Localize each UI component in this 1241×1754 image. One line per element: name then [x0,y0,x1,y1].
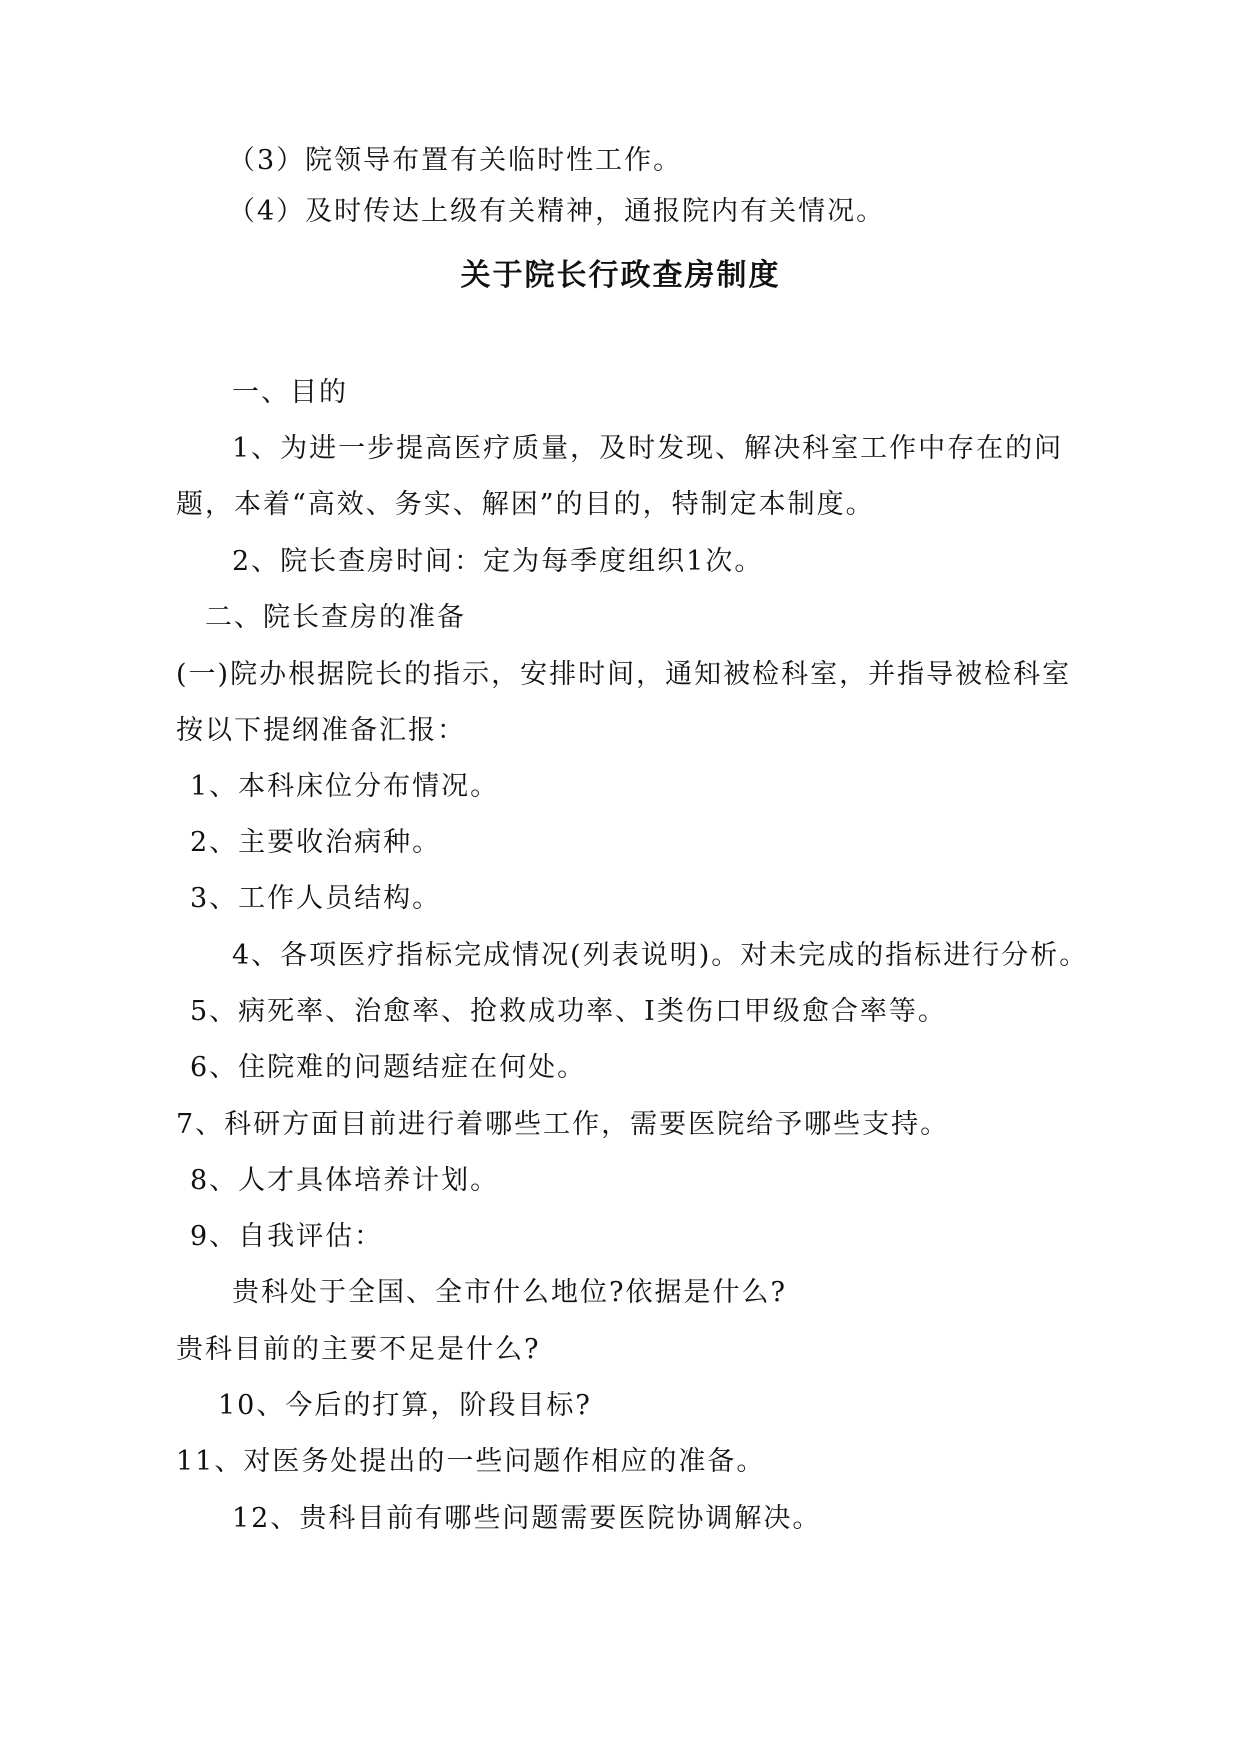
paragraph-item-3: （3）院领导布置有关临时性工作。 [228,145,683,176]
section-heading-purpose: 一、目的 [232,377,348,408]
outline-item-11: 11、对医务处提出的一些问题作相应的准备。 [176,1446,766,1477]
purpose-item-2: 2、院长查房时间：定为每季度组织1次。 [232,546,764,577]
outline-item-12: 12、贵科目前有哪些问题需要医院协调解决。 [232,1503,822,1534]
outline-item-6: 6、住院难的问题结症在何处。 [190,1052,587,1083]
self-assessment-question-2: 贵科目前的主要不足是什么? [176,1334,541,1365]
outline-item-1: 1、本科床位分布情况。 [190,771,500,802]
outline-item-2: 2、主要收治病种。 [190,827,442,858]
outline-item-3: 3、工作人员结构。 [190,883,442,914]
outline-item-10: 10、今后的打算，阶段目标? [218,1390,592,1421]
outline-item-9: 9、自我评估： [190,1221,384,1252]
outline-item-8: 8、人才具体培养计划。 [190,1165,500,1196]
outline-item-4: 4、各项医疗指标完成情况(列表说明)。对未完成的指标进行分析。 [232,940,1089,971]
outline-item-7: 7、科研方面目前进行着哪些工作，需要医院给予哪些支持。 [176,1109,950,1140]
purpose-item-1-line-2: 题，本着“高效、务实、解困”的目的，特制定本制度。 [176,489,875,520]
paragraph-item-4: （4）及时传达上级有关精神，通报院内有关情况。 [228,196,886,227]
outline-item-5: 5、病死率、治愈率、抢救成功率、I类伤口甲级愈合率等。 [190,996,947,1027]
preparation-intro-line-2: 按以下提纲准备汇报： [176,715,466,746]
self-assessment-question-1: 贵科处于全国、全市什么地位?依据是什么? [232,1277,787,1308]
purpose-item-1-line-1: 1、为进一步提高医疗质量，及时发现、解决科室工作中存在的问 [232,433,1064,464]
document-title: 关于院长行政查房制度 [460,258,781,293]
preparation-intro-line-1: (一)院办根据院长的指示，安排时间，通知被检科室，并指导被检科室 [176,659,1072,690]
section-heading-preparation: 二、院长查房的准备 [205,602,466,633]
